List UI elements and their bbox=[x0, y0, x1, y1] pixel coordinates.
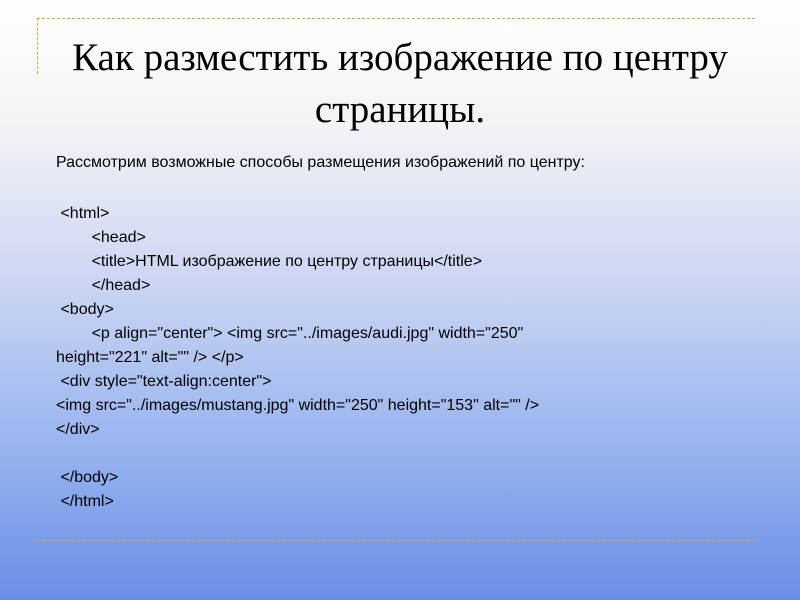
code-line: <div style="text-align:center"> bbox=[56, 373, 272, 390]
code-line: <title>HTML изображение по центру страницы</title> bbox=[56, 253, 483, 270]
code-line: </html> bbox=[56, 493, 114, 510]
top-decorative-rule bbox=[37, 18, 755, 19]
code-line: </body> bbox=[56, 469, 119, 486]
code-line: height="221" alt="" /> </p> bbox=[56, 349, 244, 366]
code-line: <html> bbox=[56, 205, 110, 222]
code-line: <head> bbox=[56, 229, 146, 246]
intro-text: Рассмотрим возможные способы размещения изображений по центру: bbox=[56, 154, 585, 171]
code-line: <p align="center"> <img src="../images/audi.jpg" width="250" bbox=[56, 325, 524, 342]
slide-title: Как разместить изображение по центру страницы. bbox=[72, 36, 728, 131]
code-line: <body> bbox=[56, 301, 114, 318]
code-line: <img src="../images/mustang.jpg" width="250" height="153" alt="" /> bbox=[56, 397, 540, 414]
left-decorative-rule bbox=[37, 18, 38, 74]
code-line: </div> bbox=[56, 421, 100, 438]
code-line: </head> bbox=[56, 277, 151, 294]
bottom-decorative-rule bbox=[37, 540, 755, 541]
